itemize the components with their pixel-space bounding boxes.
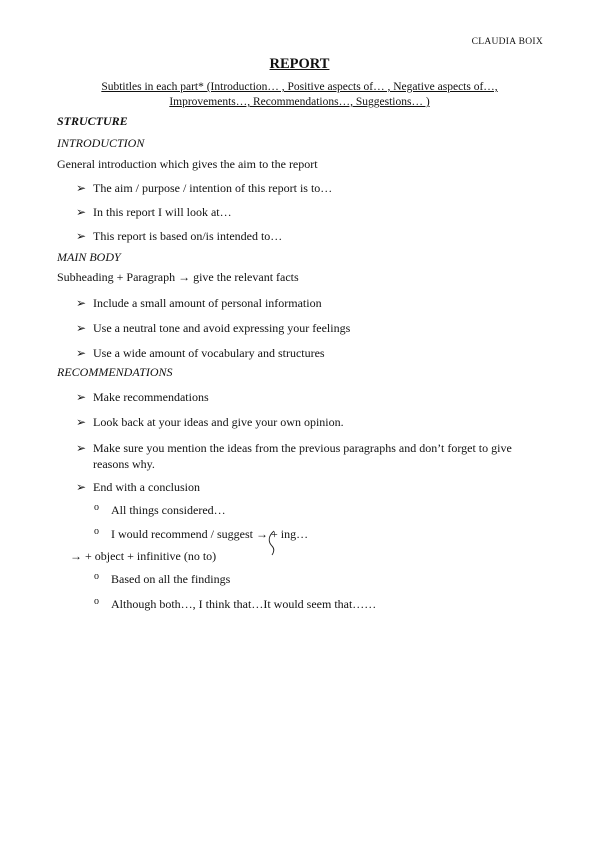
list-item-text: Make recommendations	[93, 390, 209, 404]
sub-list-item	[94, 503, 226, 518]
circle-bullet-icon: o	[94, 596, 99, 607]
recommendations-heading: RECOMMENDATIONS	[57, 365, 173, 379]
arrow-bullet-icon: ➢	[76, 205, 87, 219]
list-item	[76, 414, 536, 430]
arrow-bullet-icon: ➢	[76, 296, 87, 310]
document-title: REPORT	[269, 56, 330, 72]
list-item	[76, 389, 536, 405]
list-item-text: The aim / purpose / intention of this report is to…	[93, 181, 333, 195]
circle-bullet-icon: o	[94, 571, 99, 582]
arrow-bullet-icon: ➢	[76, 346, 87, 360]
arrow-bullet-icon: ➢	[76, 441, 87, 455]
list-item	[76, 345, 536, 361]
sub-list-item-text: Although both…, I think that…It would seem that……	[111, 597, 377, 611]
introduction-heading: INTRODUCTION	[57, 136, 145, 150]
circle-bullet-icon: o	[94, 502, 99, 513]
object-infinitive-note: → + object + infinitive (no to)	[70, 549, 217, 563]
arrow-bullet-icon: ➢	[76, 415, 87, 429]
arrow-bullet-icon: ➢	[76, 181, 87, 195]
list-item	[76, 180, 536, 196]
list-item-text: In this report I will look at…	[93, 205, 232, 219]
sub-list-item-text: I would recommend / suggest → + ing…	[111, 527, 309, 541]
list-item	[76, 440, 536, 472]
sub-list-item-text: Based on all the findings	[111, 572, 231, 586]
list-item-text: This report is based on/is intended to…	[93, 229, 283, 243]
main-body-text: Subheading + Paragraph → give the relevant facts	[57, 270, 299, 284]
list-item-text: Use a wide amount of vocabulary and structures	[93, 346, 325, 360]
structure-heading: STRUCTURE	[57, 114, 128, 128]
sub-list-item	[94, 572, 230, 587]
list-item-text: Include a small amount of personal information	[93, 296, 322, 310]
list-item	[76, 204, 536, 220]
list-item	[76, 295, 536, 311]
arrow-bullet-icon: ➢	[76, 229, 87, 243]
sub-list-item	[94, 597, 376, 612]
arrow-bullet-icon: ➢	[76, 321, 87, 335]
list-item	[76, 228, 536, 244]
introduction-text: General introduction which gives the aim to the report	[57, 157, 318, 171]
list-item	[76, 479, 536, 495]
hand-drawn-connector-icon	[265, 530, 279, 556]
circle-bullet-icon: o	[94, 526, 99, 537]
list-item	[76, 320, 536, 336]
list-item-text: End with a conclusion	[93, 480, 200, 494]
arrow-bullet-icon: ➢	[76, 390, 87, 404]
document-subtitle: Subtitles in each part* (Introduction… , Positive aspects of… , Negative aspects of…, Improvements…, Recommendations…, Suggestions… )	[101, 81, 498, 108]
author-name: CLAUDIA BOIX	[471, 37, 543, 47]
main-body-heading: MAIN BODY	[57, 250, 121, 264]
sub-list-item-text: All things considered…	[111, 503, 226, 517]
list-item-text: Use a neutral tone and avoid expressing your feelings	[93, 321, 351, 335]
list-item-text: Make sure you mention the ideas from the previous paragraphs and don’t forget to give reasons why.	[93, 441, 512, 471]
arrow-bullet-icon: ➢	[76, 480, 87, 494]
list-item-text: Look back at your ideas and give your own opinion.	[93, 415, 344, 429]
